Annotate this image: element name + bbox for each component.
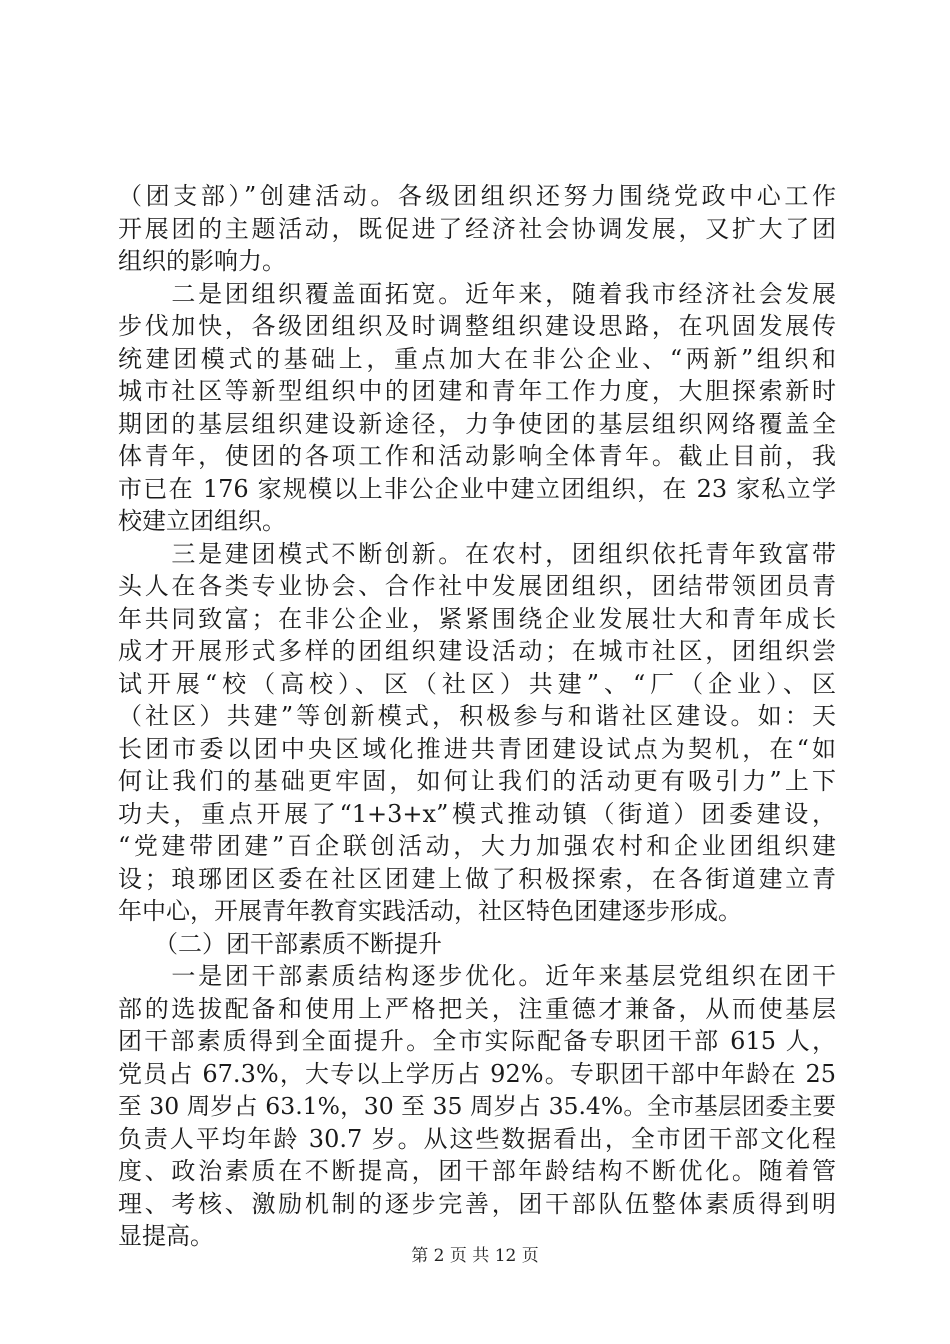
text-line: （社区）共建”等创新模式，积极参与和谐社区建设。如：天	[118, 702, 836, 730]
text-line: 设；琅琊团区委在社区团建上做了积极探索，在各街道建立青	[118, 864, 836, 893]
text-line: 头人在各类专业协会、合作社中发展团组织，团结带领团员青	[118, 572, 836, 600]
section-heading: （二）团干部素质不断提升	[118, 929, 442, 958]
text-line: 统建团模式的基础上，重点加大在非公企业、“两新”组织和	[118, 344, 836, 373]
text-line: 试开展“校（高校）、区（社区）共建”、“厂（企业）、区	[118, 669, 836, 698]
text-line: “党建带团建”百企联创活动，大力加强农村和企业团组织建	[118, 832, 836, 860]
text-line: 二是团组织覆盖面拓宽。近年来，随着我市经济社会发展	[118, 279, 836, 308]
document-body	[118, 180, 836, 1253]
page-number-footer: 第 2 页 共 12 页	[411, 1246, 539, 1266]
text-line: 成才开展形式多样的团组织建设活动；在城市社区，团组织尝	[118, 637, 836, 665]
text-line: 至 30 周岁占 63.1%，30 至 35 周岁占 35.4%。全市基层团委主要	[118, 1092, 836, 1120]
text-line: 部的选拔配备和使用上严格把关，注重德才兼备，从而使基层	[118, 994, 836, 1023]
text-line: 年中心，开展青年教育实践活动，社区特色团建逐步形成。	[118, 897, 742, 925]
text-line: 何让我们的基础更牢固，如何让我们的活动更有吸引力”上下	[118, 767, 836, 795]
text-line: 期团的基层组织建设新途径，力争使团的基层组织网络覆盖全	[118, 409, 836, 438]
text-line: 负责人平均年龄 30.7 岁。从这些数据看出，全市团干部文化程	[118, 1124, 836, 1153]
text-line: 年共同致富；在非公企业，紧紧围绕企业发展壮大和青年成长	[118, 604, 836, 633]
text-line: 组织的影响力。	[118, 247, 286, 275]
text-line: 体青年，使团的各项工作和活动影响全体青年。截止目前，我	[118, 442, 836, 470]
text-line: 显提高。	[118, 1222, 214, 1250]
text-line: 城市社区等新型组织中的团建和青年工作力度，大胆探索新时	[118, 377, 836, 405]
text-line: （团支部）”创建活动。各级团组织还努力围绕党政中心工作	[118, 182, 836, 210]
text-line: 步伐加快，各级团组织及时调整组织建设思路，在巩固发展传	[118, 312, 836, 340]
text-line: 度、政治素质在不断提高，团干部年龄结构不断优化。随着管	[118, 1157, 836, 1185]
text-line: 市已在 176 家规模以上非公企业中建立团组织，在 23 家私立学	[118, 474, 836, 503]
text-line: 校建立团组织。	[118, 507, 286, 535]
text-line: 党员占 67.3%，大专以上学历占 92%。专职团干部中年龄在 25	[118, 1059, 836, 1088]
text-line: 团干部素质得到全面提升。全市实际配备专职团干部 615 人，	[118, 1027, 836, 1055]
text-line: 理、考核、激励机制的逐步完善，团干部队伍整体素质得到明	[118, 1189, 836, 1218]
text-line: 功夫，重点开展了“1+3+x”模式推动镇（街道）团委建设，	[118, 799, 836, 828]
text-line: 三是建团模式不断创新。在农村，团组织依托青年致富带	[118, 539, 836, 568]
text-line: 开展团的主题活动，既促进了经济社会协调发展，又扩大了团	[118, 214, 836, 243]
text-line: 长团市委以团中央区域化推进共青团建设试点为契机，在“如	[118, 734, 836, 763]
text-line: 一是团干部素质结构逐步优化。近年来基层党组织在团干	[118, 962, 836, 990]
